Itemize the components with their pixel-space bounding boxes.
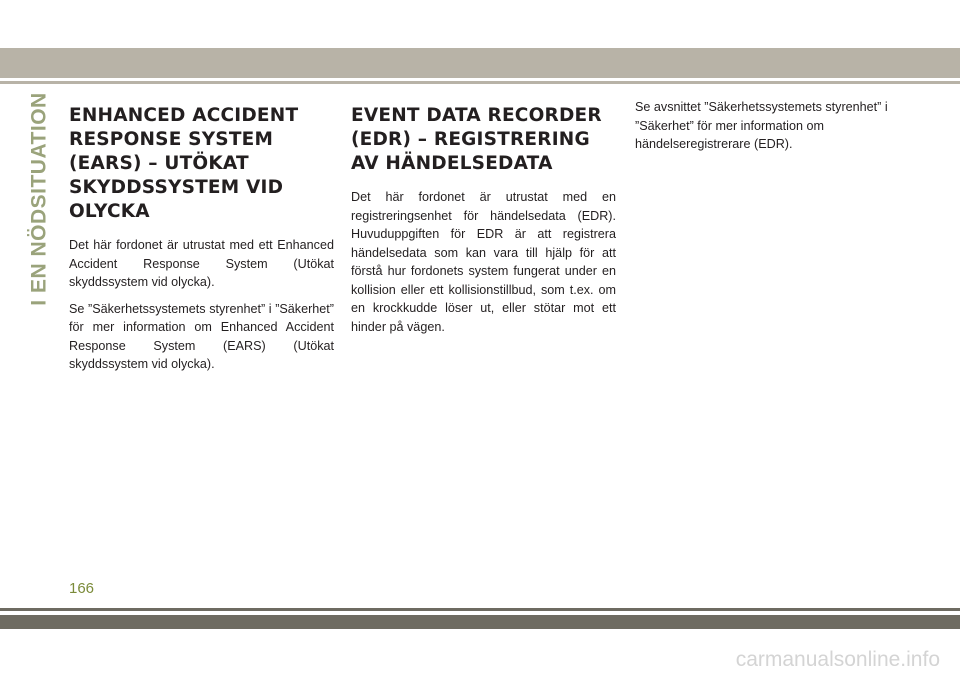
column-edr-continued [635, 98, 900, 162]
top-header-band [0, 48, 960, 78]
column-ears [69, 104, 334, 382]
edr-heading: EVENT DATA RECORDER (EDR) – REGISTRERING AV HÄNDELSEDATA [351, 105, 602, 174]
bottom-footer-rule [0, 608, 960, 611]
section-side-tab [28, 92, 52, 306]
ears-paragraph-1: Det här fordonet är utrustat med ett Enhanced Accident Response System (Utökat skyddssystem vid olycka). [69, 238, 334, 289]
page-number: 166 [69, 580, 95, 597]
edr-reference-paragraph: Se avsnittet ”Säkerhetssystemets styrenhet” i ”Säkerhet” för mer information om händelseregistrerare (EDR). [635, 100, 888, 151]
ears-paragraph-2: Se ”Säkerhetssystemets styrenhet” i ”Säkerhet” för mer information om Enhanced Accident Response System (EARS) (Utökat skyddssystem vid olycka). [69, 301, 334, 371]
edr-paragraph-1: Det här fordonet är utrustat med en registreringsenhet för händelsedata (EDR). Huvuduppgiften för EDR är att registrera händelsedata som kan vara till hjälp för att förstå hur fordonets system fungerat under en kollision eller ett kollisionstillbud, som t.ex. om en krockkudde löser ut, eller stötar mot ett hinder på vägen. [351, 190, 616, 334]
ears-heading: ENHANCED ACCIDENT RESPONSE SYSTEM (EARS) – UTÖKAT SKYDDSSYSTEM VID OLYCKA [69, 105, 299, 222]
column-edr [351, 104, 616, 344]
section-side-tab-label: I EN NÖDSITUATION [28, 92, 52, 306]
watermark-text: carmanualsonline.info [735, 648, 940, 671]
bottom-footer-band [0, 615, 960, 629]
top-header-rule [0, 81, 960, 84]
